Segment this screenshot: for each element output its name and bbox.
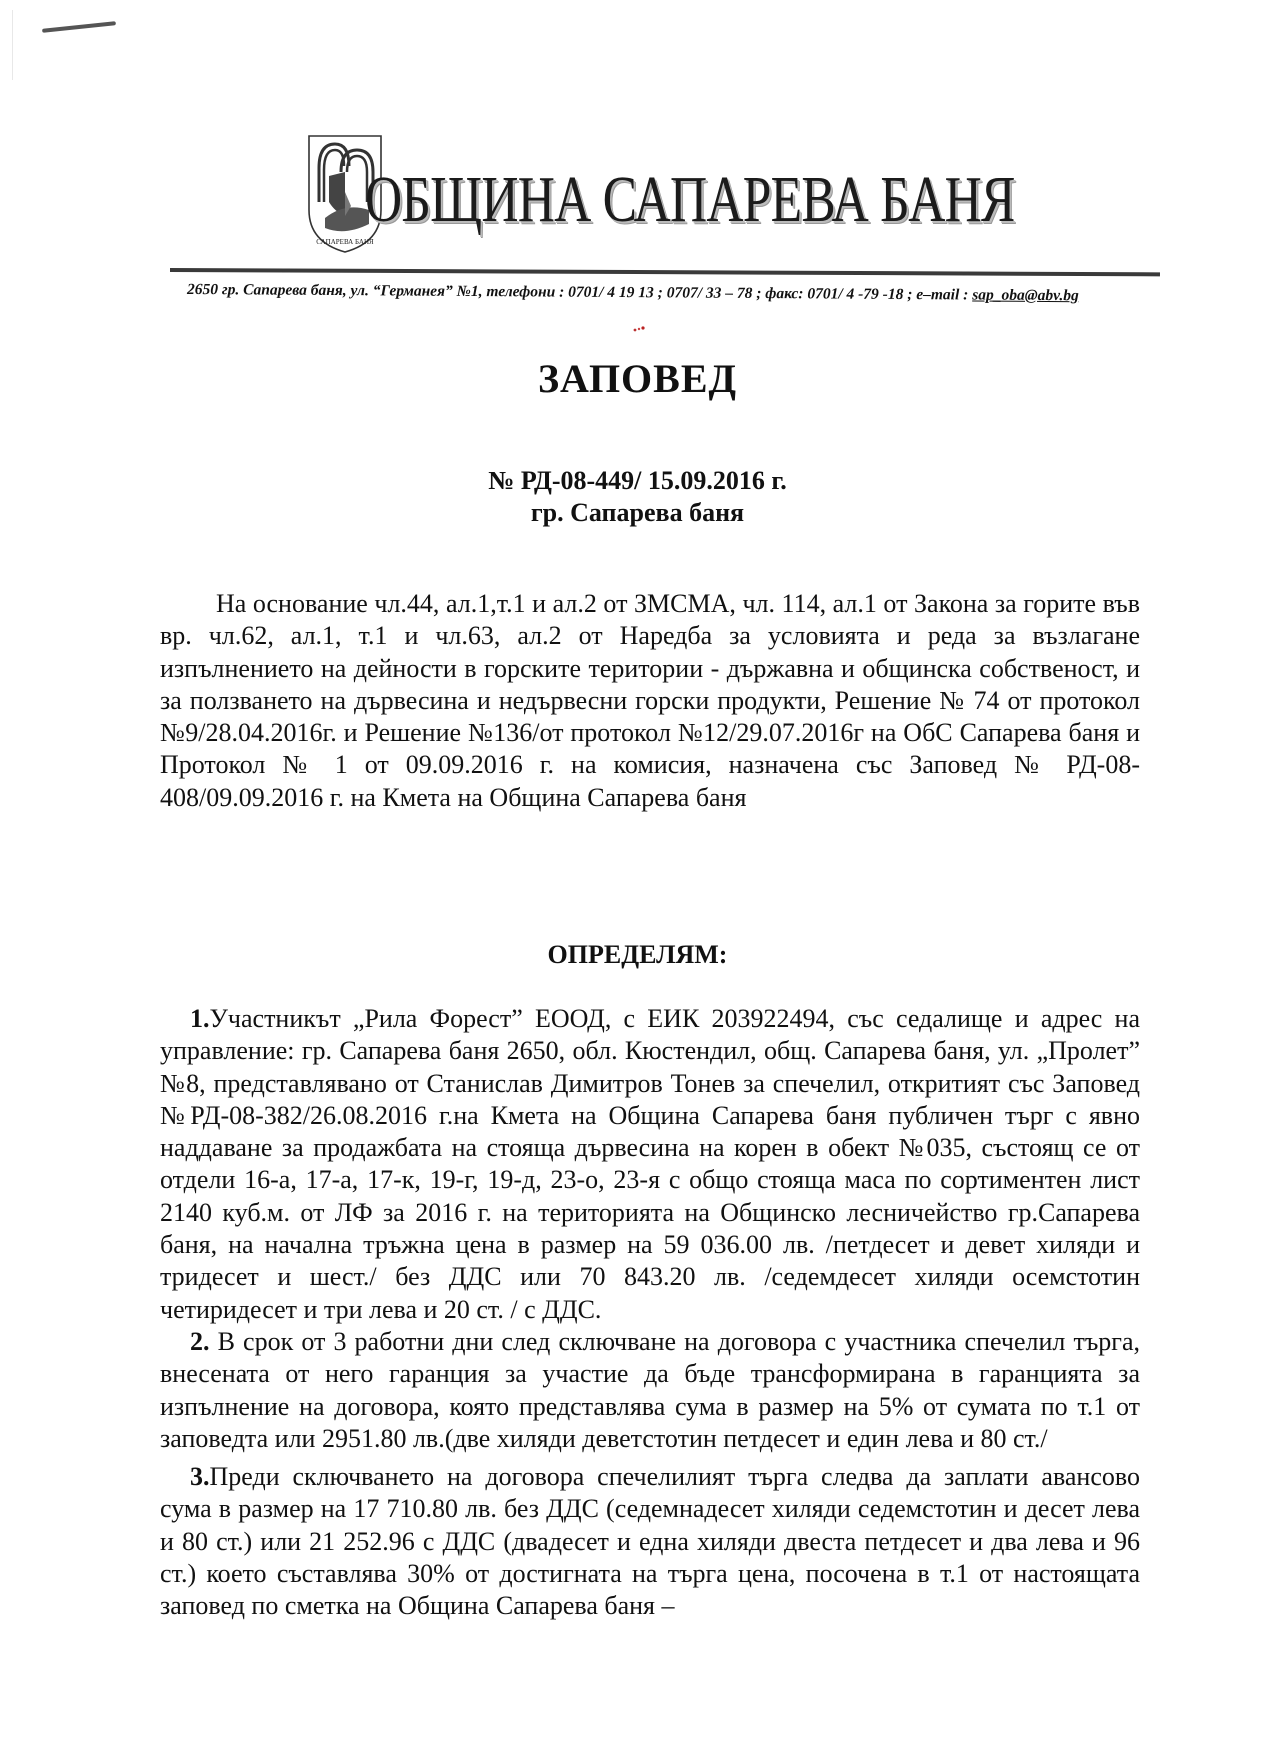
organization-name: ОБЩИНА САПАРЕВА БАНЯ [365,163,1015,236]
order-item [160,1003,1140,1326]
order-items [160,1003,1140,1623]
svg-text:САПАРЕВА БАНЯ: САПАРЕВА БАНЯ [316,238,374,246]
order-item [160,1461,1140,1622]
preamble-paragraph [160,588,1140,814]
header-divider [170,268,1160,276]
order-item [160,1326,1140,1455]
item-text: Преди сключването на договора спечелилият търга следва да заплати авансово сума в размер на 17 710.80 лв. без ДДС (седемнадесет хиляди седемстотин и десет лева и 80 ст.) или 21 252.96 с ДДС (двадесет и една хиляди двеста петдесет и два лева и 96 ст.) което съставлява 30% от достигната на търга цена, посочена в т.1 от настоящата заповед по сметка на Община Сапарева баня – [160,1462,1140,1621]
contact-line [187,281,1187,306]
preamble-text: На основание чл.44, ал.1,т.1 и ал.2 от ЗМСМА, чл. 114, ал.1 от Закона за горите във вр. чл.62, ал.1, т.1 и чл.63, ал.2 от Наредба за условията и реда за възлагане изпълнението на дейности в горските територии - държавна и общинска собственост, и за ползването на дървесина и недървесни горски продукти, Решение № 74 от протокол №9/28.04.2016г. и Решение №136/от протокол №12/29.07.2016г на ОбС Сапарева баня и Протокол № 1 от 09.09.2016 г. на комисия, назначена със Заповед № РД-08-408/09.09.2016 г. на Кмета на Община Сапарева баня [160,589,1140,812]
document-title: ЗАПОВЕД [537,356,738,401]
email-link[interactable]: sap_oba@abv.bg [972,286,1079,305]
section-heading: ОПРЕДЕЛЯМ: [547,940,728,969]
item-text: В срок от 3 работни дни след сключване на договора с участника спечелил търга, внесената от него гаранция за участие да бъде трансформирана в гаранцията за изпълнение на договора, която представлява сума в размер на 5% от сумата по т.1 от заповедта или 2951.80 лв.(две хиляди деветстотин петдесет и един лева и 80 ст./ [160,1326,1140,1453]
item-number: 2. [190,1326,210,1356]
item-number: 1. [190,1004,210,1033]
stamp-residue-icon [632,325,652,333]
document-number: № РД-08-449/ 15.09.2016 г. [488,466,787,495]
letterhead [0,0,1275,330]
item-text: Участникът „Рила Форест” ЕООД, с ЕИК 203922494, със седалище и адрес на управление: гр. Сапарева баня 2650, обл. Кюстендил, общ. Сапарева баня, ул. „Пролет” №8, представлявано от Станислав Димитров Тонев за спечелил, откритият със Заповед №РД-08-382/26.08.2016 г.на Кмета на Община Сапарева баня публичен търг с явно наддаване за продажбата на стояща дървесина на корен в обект №035, състоящ се от отдели 16-а, 17-а, 17-к, 19-г, 19-д, 23-о, 23-я с общо стояща маса по сортиментен лист 2140 куб.м. от ЛФ за 2016 г. на територията на Общинско лесничейство гр.Сапарева баня, на начална тръжна цена в размер на 59 036.00 лв. /петдесет и девет хиляди и тридесет и шест./ без ДДС или 70 843.20 лв. /седемдесет хиляди осемстотин четиридесет и три лева и 20 ст. / с ДДС. [160,1004,1140,1324]
contact-details: 2650 гр. Сапарева баня, ул. “Германея” №1, телефони : 0701/ 4 19 13 ; 0707/ 33 – 78 ; факс: 0701/ 4 -79 -18 ; e–mail : [186,281,973,304]
document-place: гр. Сапарева баня [530,498,745,527]
item-number: 3. [190,1462,210,1492]
